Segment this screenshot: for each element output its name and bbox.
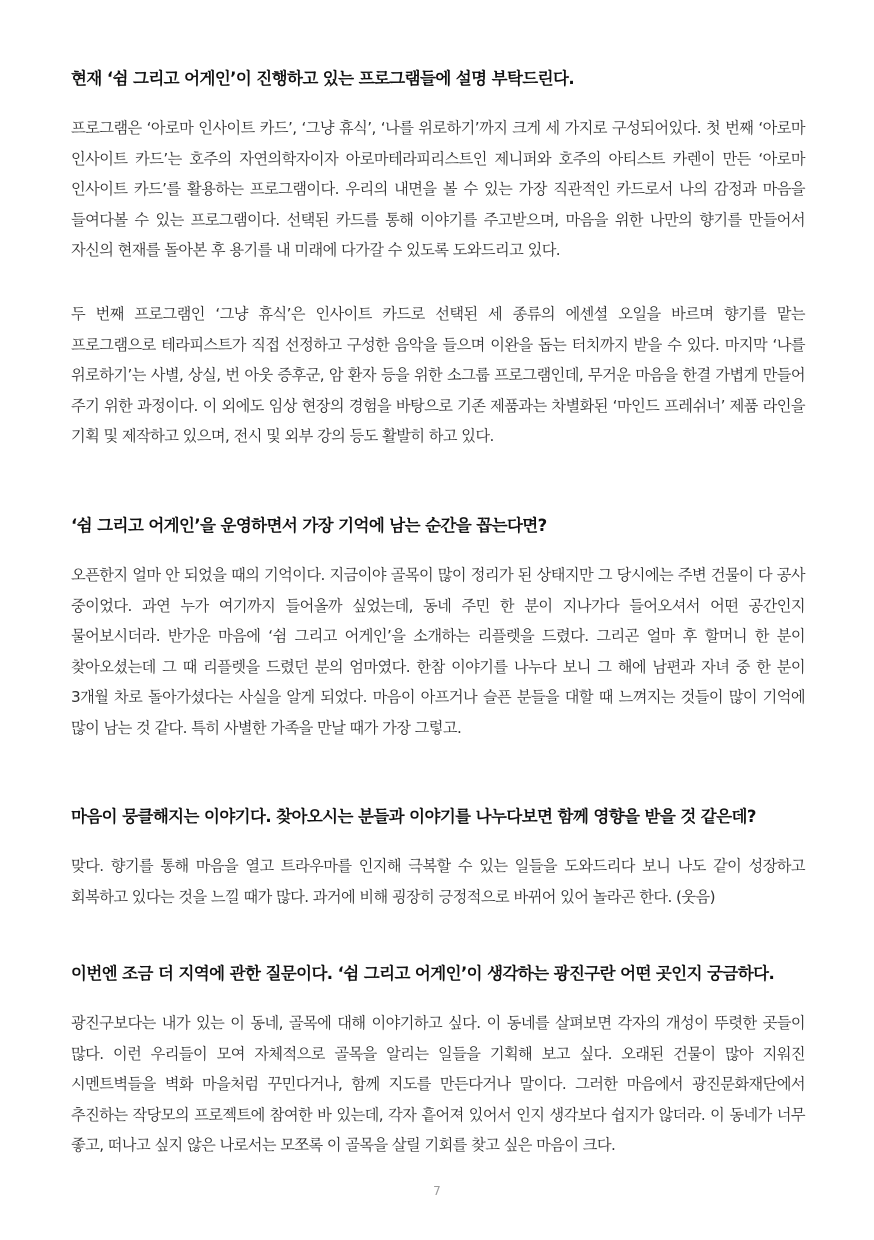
question-heading-4: 이번엔 조금 더 지역에 관한 질문이다. ‘쉼 그리고 어게인’이 생각하는 광진구란 어떤 곳인지 궁금하다. [71,964,775,983]
question-heading-1: 현재 ‘쉼 그리고 어게인’이 진행하고 있는 프로그램들에 설명 부탁드린다. [71,69,574,88]
question-heading-3: 마음이 뭉클해지는 이야기다. 찾아오시는 분들과 이야기를 나누다보면 함께 영향을 받을 것 같은데? [71,807,756,826]
answer-paragraph-1a: 프로그램은 ‘아로마 인사이트 카드’, ‘그냥 휴식’, ‘나를 위로하기’까지 크게 세 가지로 구성되어있다. 첫 번째 ‘아로마 인사이트 카드’는 호주의 자연의학자이자 아로마테라피리스트인 제니퍼와 호주의 아티스트 카렌이 만든 ‘아로마 인사이트 카드’를 활용하는 프로그램이다. 우리의 내면을 볼 수 있는 가장 직관적인 카드로서 나의 감정과 마음을 들여다볼 수 있는 프로그램이다. 선택된 카드를 통해 이야기를 주고받으며, 마음을 위한 나만의 향기를 만들어서 자신의 현재를 돌아본 후 용기를 내 미래에 다가갈 수 있도록 도와드리고 있다. [71,119,805,260]
answer-paragraph-2: 오픈한지 얼마 안 되었을 때의 기억이다. 지금이야 골목이 많이 정리가 된 상태지만 그 당시에는 주변 건물이 다 공사 중이었다. 과연 누가 여기까지 들어올까 싶었는데, 동네 주민 한 분이 지나가다 들어오셔서 어떤 공간인지 물어보시더라. 반가운 마음에 ‘쉼 그리고 어게인’을 소개하는 리플렛을 드렸다. 그리곤 얼마 후 할머니 한 분이 찾아오셨는데 그 때 리플렛을 드렸던 분의 엄마였다. 한참 이야기를 나누다 보니 그 해에 남편과 자녀 중 한 분이 3개월 차로 돌아가셨다는 사실을 알게 되었다. 마음이 아프거나 슬픈 분들을 대할 때 느껴지는 것들이 많이 기억에 많이 남는 것 같다. 특히 사별한 가족을 만날 때가 가장 그렇고. [71,566,805,737]
answer-paragraph-4: 광진구보다는 내가 있는 이 동네, 골목에 대해 이야기하고 싶다. 이 동네를 살펴보면 각자의 개성이 뚜렷한 곳들이 많다. 이런 우리들이 모여 자체적으로 골목을 알리는 일들을 기획해 보고 싶다. 오래된 건물이 많아 지워진 시멘트벽들을 벽화 마을처럼 꾸민다거나, 함께 지도를 만든다거나 말이다. 그러한 마음에서 광진문화재단에서 추진하는 작당모의 프로젝트에 참여한 바 있는데, 각자 흩어져 있어서 인지 생각보다 쉽지가 않더라. 이 동네가 너무 좋고, 떠나고 싶지 않은 나로서는 모쪼록 이 골목을 살릴 기회를 찾고 싶은 마음이 크다. [71,1014,805,1155]
question-heading-2: ‘쉼 그리고 어게인’을 운영하면서 가장 기억에 남는 순간을 꼽는다면? [71,516,547,535]
page-number: 7 [433,1184,441,1198]
answer-paragraph-1b: 두 번째 프로그램인 ‘그냥 휴식’은 인사이트 카드로 선택된 세 종류의 에센셜 오일을 바르며 향기를 맡는 프로그램으로 테라피스트가 직접 선정하고 구성한 음악을 들으며 이완을 돕는 터치까지 받을 수 있다. 마지막 ‘나를 위로하기’는 사별, 상실, 번 아웃 증후군, 암 환자 등을 위한 소그룹 프로그램인데, 무거운 마음을 한결 가볍게 만들어 주기 위한 과정이다. 이 외에도 임상 현장의 경험을 바탕으로 기존 제품과는 차별화된 ‘마인드 프레쉬너’ 제품 라인을 기획 및 제작하고 있으며, 전시 및 외부 강의 등도 활발히 하고 있다. [71,305,805,446]
answer-paragraph-3: 맞다. 향기를 통해 마음을 열고 트라우마를 인지해 극복할 수 있는 일들을 도와드리다 보니 나도 같이 성장하고 회복하고 있다는 것을 느낄 때가 많다. 과거에 비해 굉장히 긍정적으로 바뀌어 있어 놀라곤 한다. (웃음) [71,857,805,906]
